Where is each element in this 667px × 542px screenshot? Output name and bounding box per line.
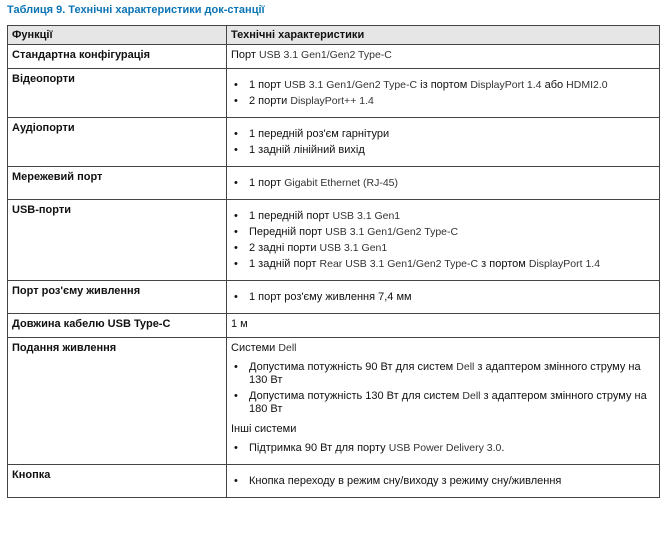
list-item: • 2 задні порти USB 3.1 Gen1 xyxy=(231,242,655,255)
table-row xyxy=(8,45,660,69)
spec-cell xyxy=(227,45,660,69)
feature-cell: Подання живлення xyxy=(8,338,227,465)
table-row xyxy=(8,281,660,314)
table-row xyxy=(8,118,660,167)
list-item: • 1 порт USB 3.1 Gen1/Gen2 Type-C із портом DisplayPort 1.4 або HDMI2.0 xyxy=(231,79,655,92)
feature-cell: Кнопка xyxy=(8,465,227,498)
list-item: • 2 порти DisplayPort++ 1.4 xyxy=(231,95,655,108)
table-row xyxy=(8,200,660,281)
bullet-list xyxy=(231,361,655,416)
bullet-list xyxy=(231,210,655,271)
list-item: • 1 порт Gigabit Ethernet (RJ-45) xyxy=(231,177,655,190)
header-features: Функції xyxy=(8,26,227,45)
bullet-list xyxy=(231,177,655,190)
table-row xyxy=(8,314,660,338)
subheading-dell: Системи Dell xyxy=(231,342,297,354)
list-item: • 1 передній порт USB 3.1 Gen1 xyxy=(231,210,655,223)
feature-cell: Аудіопорти xyxy=(8,118,227,167)
spec-cell: 1 м xyxy=(227,314,660,338)
feature-cell: Відеопорти xyxy=(8,69,227,118)
list-item: • Підтримка 90 Вт для порту USB Power Delivery 3.0. xyxy=(231,442,655,455)
header-specs: Технічні характеристики xyxy=(227,26,660,45)
spec-cell xyxy=(227,281,660,314)
feature-cell: Довжина кабелю USB Type-C xyxy=(8,314,227,338)
specs-table xyxy=(7,25,660,498)
bullet-list xyxy=(231,291,655,304)
list-item: • Передній порт USB 3.1 Gen1/Gen2 Type-C xyxy=(231,226,655,239)
spec-cell xyxy=(227,69,660,118)
feature-cell: USB-порти xyxy=(8,200,227,281)
table-row xyxy=(8,338,660,465)
bullet-list xyxy=(231,79,655,108)
table-row xyxy=(8,69,660,118)
spec-cell xyxy=(227,118,660,167)
list-item: • 1 порт роз'єму живлення 7,4 мм xyxy=(231,291,655,304)
spec-cell xyxy=(227,167,660,200)
spec-cell xyxy=(227,338,660,465)
feature-cell: Стандартна конфігурація xyxy=(8,45,227,69)
list-item: • 1 передній роз'єм гарнітури xyxy=(231,128,655,141)
bullet-list xyxy=(231,475,655,488)
spec-cell xyxy=(227,465,660,498)
table-caption: Таблиця 9. Технічні характеристики док-станції xyxy=(7,4,265,16)
table-header-row xyxy=(8,26,660,45)
spec-cell xyxy=(227,200,660,281)
list-item: • 1 задній лінійний вихід xyxy=(231,144,655,157)
spec-text: USB 3.1 Gen1/Gen2 Type-C xyxy=(259,49,392,61)
subheading-other: Інші системи xyxy=(231,423,297,435)
table-row xyxy=(8,465,660,498)
spec-text: Порт xyxy=(231,49,259,61)
list-item: • 1 задній порт Rear USB 3.1 Gen1/Gen2 Type-C з портом DisplayPort 1.4 xyxy=(231,258,655,271)
list-item: • Допустима потужність 90 Вт для систем Dell з адаптером змінного струму на 130 Вт xyxy=(231,361,655,387)
bullet-list xyxy=(231,128,655,157)
table-row xyxy=(8,167,660,200)
bullet-list xyxy=(231,442,655,455)
list-item: • Допустима потужність 130 Вт для систем Dell з адаптером змінного струму на 180 Вт xyxy=(231,390,655,416)
feature-cell: Мережевий порт xyxy=(8,167,227,200)
list-item: • Кнопка переходу в режим сну/виходу з режиму сну/живлення xyxy=(231,475,655,488)
feature-cell: Порт роз'єму живлення xyxy=(8,281,227,314)
